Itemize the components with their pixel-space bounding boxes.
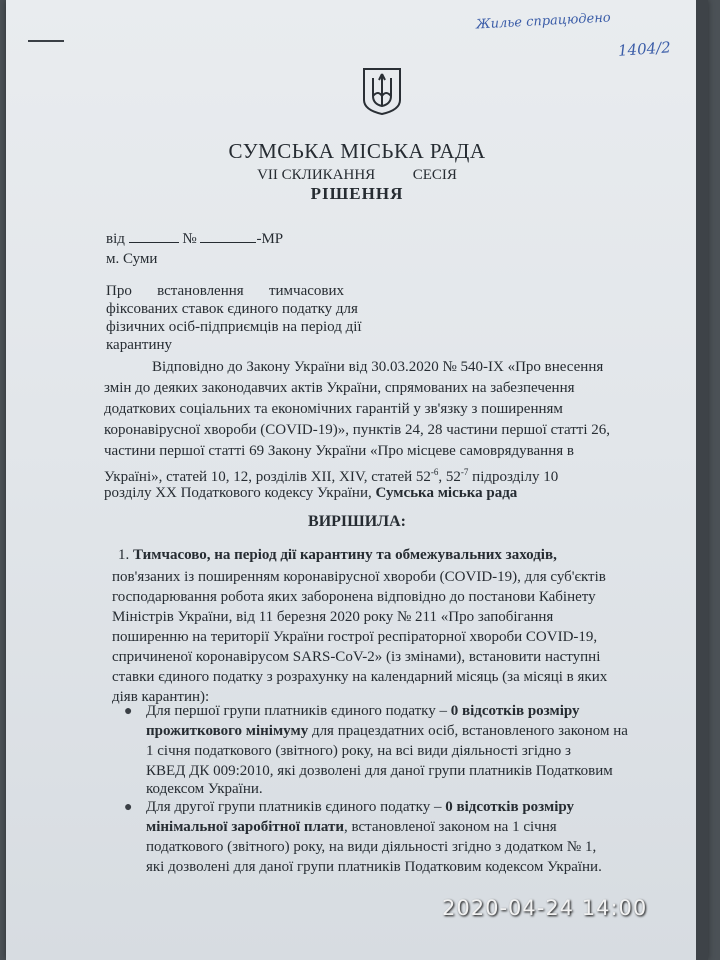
item1-line-6: спричиненої коронавірусом SARS-CoV-2» (із змінами), встановити наступні bbox=[112, 649, 601, 665]
item1-line-2: пов'язаних із поширенням коронавірусної хвороби (COVID-19), для суб'єктів bbox=[112, 569, 606, 585]
subject-line-3: фізичних осіб-підприємців на період дії bbox=[106, 319, 362, 335]
preamble-line-2: змін до деяких законодавчих актів України, спрямованих на забезпечення bbox=[104, 380, 575, 396]
bullet2-line-1 bbox=[146, 798, 574, 817]
trident-emblem-icon bbox=[361, 66, 403, 116]
corner-mark bbox=[28, 40, 64, 42]
preamble-line-7-text: розділу XX Податкового кодексу України, bbox=[104, 485, 376, 501]
bullet1-pre: Для першої групи платників єдиного податку – bbox=[146, 703, 451, 719]
bullet1-line-3: 1 січня податкового (звітного) року, на всі види діяльності згідно з bbox=[146, 743, 571, 759]
bullet-icon: ● bbox=[124, 800, 133, 815]
handwritten-number: 1404/2 bbox=[617, 38, 672, 60]
bullet1-line-5: кодексом України. bbox=[146, 781, 263, 797]
preamble-tail: підрозділу 10 bbox=[468, 469, 559, 485]
photo-timestamp: 2020-04-24 14:00 bbox=[442, 896, 648, 920]
bullet1-bold: 0 відсотків розміру bbox=[450, 703, 580, 719]
preamble-line-1: Відповідно до Закону України від 30.03.2020 № 540-IX «Про внесення bbox=[152, 359, 604, 375]
resolved-heading: ВИРІШИЛА: bbox=[308, 513, 406, 530]
item1-number: 1. bbox=[118, 547, 130, 563]
number-sign: № bbox=[182, 231, 197, 247]
item1-line-7: ставки єдиного податку з розрахунку на календарний місяць (за місяці в яких bbox=[112, 669, 608, 685]
number-suffix: -МР bbox=[256, 231, 284, 247]
bullet1-line-2 bbox=[146, 722, 628, 741]
bullet2-bold: 0 відсотків розміру bbox=[445, 799, 575, 815]
handwritten-note: Жилье спрацюдено bbox=[475, 10, 612, 33]
preamble-line-4: коронавірусної хвороби (COVID-19)», пунктів 24, 28 частини першої статті 26, bbox=[104, 422, 611, 438]
item1-line-8: діяв карантин): bbox=[112, 689, 210, 705]
bullet1-line-4: КВЕД ДК 009:2010, які дозволені для даної групи платників Податковим bbox=[146, 763, 613, 779]
date-number-line bbox=[106, 230, 283, 249]
bullet1-line-1 bbox=[146, 702, 580, 721]
bullet2-line-3: податкового (звітного) року, на види діяльності згідно з додатком № 1, bbox=[146, 839, 597, 855]
preamble-line-6-text: Україні», статей 10, 12, розділів XII, XIV, статей 52 bbox=[104, 469, 431, 485]
bullet2-line-2 bbox=[146, 818, 557, 837]
convocation: VII СКЛИКАННЯ bbox=[257, 167, 376, 183]
item1-line-5: поширенню на території України гострої респіраторної хвороби COVID-19, bbox=[112, 629, 598, 645]
bullet2-bold2: мінімальної заробітної плати bbox=[146, 819, 344, 835]
bullet1-bold2: прожиткового мінімуму bbox=[146, 723, 309, 739]
bullet2-line-4: які дозволені для даної групи платників Податковим кодексом України. bbox=[146, 859, 602, 875]
article-sup-1: -6 bbox=[430, 467, 439, 477]
item1-bold: Тимчасово, на період дії карантину та обмежувальних заходів, bbox=[133, 547, 557, 563]
convocation-line bbox=[6, 166, 708, 185]
council-name-bold: Сумська міська рада bbox=[375, 485, 518, 501]
article-52: , 52 bbox=[438, 469, 461, 485]
bullet1-l2rest: для працездатних осіб, встановленого законом на bbox=[308, 723, 628, 739]
item1-line-1 bbox=[118, 546, 557, 565]
item1-line-4: Міністрів України, від 11 березня 2020 року № 211 «Про запобігання bbox=[112, 609, 554, 625]
subject-line-2: фіксованих ставок єдиного податку для bbox=[106, 301, 358, 317]
item1-line-3: господарювання робота яких заборонена відповідно до постанови Кабінету bbox=[112, 589, 596, 605]
decision-heading: РІШЕННЯ bbox=[310, 184, 404, 203]
council-title: СУМСЬКА МІСЬКА РАДА bbox=[228, 139, 486, 163]
preamble-line-3: додаткових соціальних та економічних гарантій у зв'язку з поширенням bbox=[104, 401, 563, 417]
subject-line-1: Про встановлення тимчасових bbox=[106, 283, 344, 299]
from-label: від bbox=[106, 231, 125, 247]
subject-line-4: карантину bbox=[106, 337, 173, 353]
preamble-line-5: частини першої статті 69 Закону України «Про місцеве самоврядування в bbox=[104, 443, 574, 459]
bullet2-pre: Для другої групи платників єдиного податку – bbox=[146, 799, 446, 815]
document-page bbox=[6, 0, 708, 960]
city: м. Суми bbox=[106, 251, 158, 267]
bullet2-l2rest: , встановленої законом на 1 січня bbox=[344, 819, 557, 835]
preamble-line-7 bbox=[104, 484, 517, 503]
session: СЕСІЯ bbox=[412, 167, 457, 183]
article-sup-2: -7 bbox=[460, 467, 469, 477]
bullet-icon: ● bbox=[124, 704, 133, 719]
